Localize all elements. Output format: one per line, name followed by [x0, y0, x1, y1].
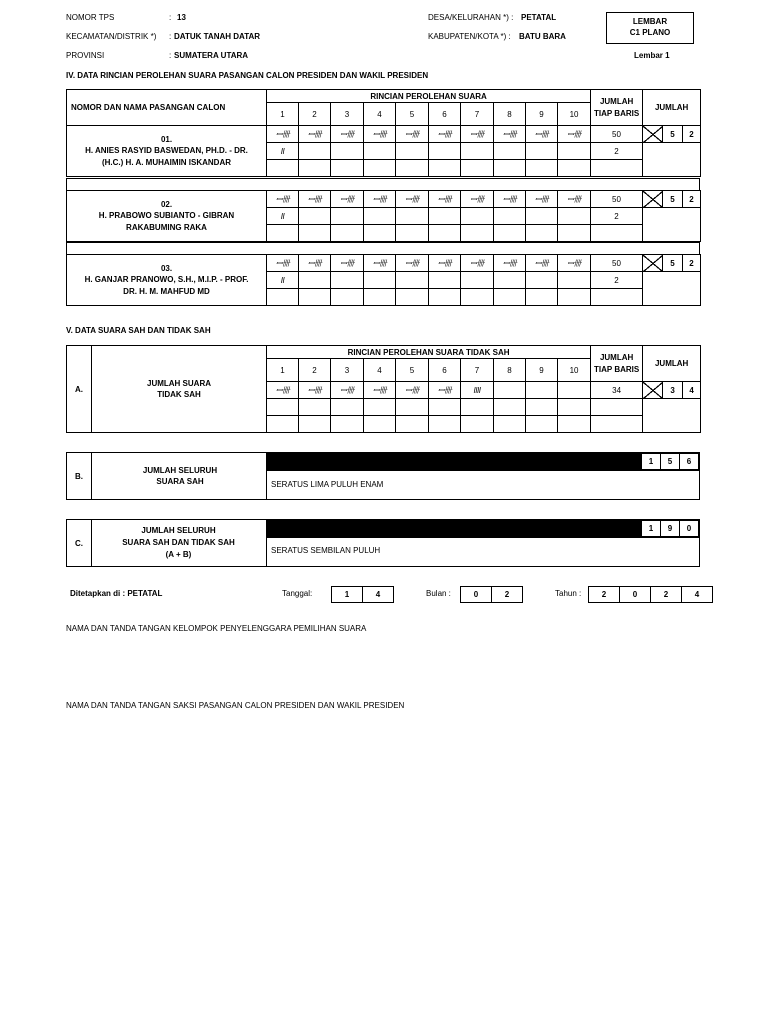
section5-title: V. DATA SUARA SAH DAN TIDAK SAH [66, 326, 211, 335]
column-number: 2 [299, 359, 331, 382]
jumlah-blank [643, 208, 701, 242]
tally-cell: ꟷ卌 [364, 126, 396, 143]
c-text-line3: (A + B) [165, 550, 192, 559]
crossed-cell [643, 191, 663, 208]
jumlah-tiap-baris-header: JUMLAH TIAP BARIS [591, 90, 643, 126]
tally-cell: ꟷ卌 [461, 126, 494, 143]
column-number: 7 [461, 103, 494, 126]
nomor-tps-value: 13 [177, 13, 186, 22]
colon: : [169, 13, 172, 22]
column-number: 3 [331, 103, 364, 126]
bulan-label: Bulan : [426, 589, 451, 598]
empty-cell [494, 399, 526, 416]
empty-cell [396, 160, 429, 177]
candidate-name [67, 191, 267, 242]
a-label: A. [67, 346, 92, 433]
tally-cell: IIII [461, 382, 494, 399]
empty-cell [364, 225, 396, 242]
tally-cell: ꟷ卌 [267, 126, 299, 143]
tally-cell [331, 272, 364, 289]
candidate-number: 01. [160, 135, 173, 145]
c-words: SERATUS SEMBILAN PULUH [271, 546, 381, 555]
column-number: 3 [331, 359, 364, 382]
jumlah-blank [643, 399, 701, 433]
desa-label: DESA/KELURAHAN *) : [428, 13, 514, 22]
digit-box: 6 [679, 453, 699, 470]
lembar-box [606, 12, 694, 44]
tally-cell [396, 143, 429, 160]
empty-cell [591, 399, 643, 416]
column-number: 6 [429, 359, 461, 382]
crossed-cell [643, 126, 663, 143]
empty-cell [494, 289, 526, 306]
column-number: 8 [494, 359, 526, 382]
tally-cell: ꟷ卌 [526, 255, 558, 272]
empty-cell [396, 225, 429, 242]
candidate-block [66, 190, 701, 242]
empty-cell [331, 160, 364, 177]
tally-cell: ꟷ卌 [331, 126, 364, 143]
jumlah-digit: 2 [683, 191, 701, 208]
empty-cell [299, 416, 331, 433]
empty-cell [396, 399, 429, 416]
candidate-number: 03. [160, 264, 173, 274]
tally-cell: ꟷ卌 [331, 191, 364, 208]
tally-cell [558, 272, 591, 289]
tally-cell: ꟷ卌 [558, 126, 591, 143]
section4-table [66, 89, 701, 126]
rincian-tidak-sah-header: RINCIAN PEROLEHAN SUARA TIDAK SAH [267, 346, 591, 359]
empty-cell [429, 399, 461, 416]
tally-cell: ꟷ卌 [364, 255, 396, 272]
desa-value: PETATAL [521, 13, 557, 22]
tally-cell [429, 143, 461, 160]
digit-box: 9 [660, 520, 680, 537]
empty-cell [526, 225, 558, 242]
sign-penyelenggara: NAMA DAN TANDA TANGAN KELOMPOK PENYELENGGARA PEMILIHAN SUARA [66, 624, 367, 633]
c-text-line2: SUARA SAH DAN TIDAK SAH [122, 538, 235, 547]
digit-box: 1 [331, 586, 363, 603]
column-number: 5 [396, 359, 429, 382]
digit-box: 0 [619, 586, 651, 603]
tally-cell: ꟷ卌 [299, 382, 331, 399]
lembar-line1: LEMBAR [632, 17, 668, 26]
tally-cell: ꟷ卌 [429, 191, 461, 208]
tally-cell: ꟷ卌 [494, 126, 526, 143]
candidate-number: 02. [160, 200, 173, 210]
tally-cell: ꟷ卌 [267, 191, 299, 208]
empty-cell [267, 225, 299, 242]
tally-cell [494, 272, 526, 289]
jumlah-digit: 3 [663, 382, 683, 399]
candidate-block [66, 125, 701, 177]
empty-cell [558, 289, 591, 306]
empty-cell [396, 416, 429, 433]
empty-cell [494, 416, 526, 433]
empty-cell [591, 289, 643, 306]
candidate-name [67, 126, 267, 177]
tally-cell: II [267, 208, 299, 225]
tally-cell: ꟷ卌 [331, 255, 364, 272]
column-number: 9 [526, 359, 558, 382]
empty-cell [299, 399, 331, 416]
empty-cell [364, 160, 396, 177]
tally-cell [461, 143, 494, 160]
ditetapkan: Ditetapkan di : PETATAL [70, 589, 163, 598]
tally-cell [494, 208, 526, 225]
empty-cell [461, 399, 494, 416]
b-label: B. [75, 472, 83, 481]
bulan-digits [460, 586, 522, 603]
tally-cell [526, 208, 558, 225]
column-number: 4 [364, 103, 396, 126]
empty-cell [299, 225, 331, 242]
tally-cell: ꟷ卌 [558, 255, 591, 272]
empty-cell [461, 160, 494, 177]
provinsi-label: PROVINSI [66, 51, 105, 60]
empty-cell [331, 289, 364, 306]
tally-cell [299, 143, 331, 160]
tally-cell [526, 143, 558, 160]
tally-cell [494, 382, 526, 399]
candidate-fullname: H. ANIES RASYID BASWEDAN, PH.D. - DR. (H.C.) H. A. MUHAIMIN ISKANDAR [85, 146, 248, 167]
tally-cell: ꟷ卌 [461, 255, 494, 272]
digit-box: 2 [588, 586, 620, 603]
empty-cell [558, 399, 591, 416]
column-number: 2 [299, 103, 331, 126]
empty-cell [494, 160, 526, 177]
empty-cell [461, 416, 494, 433]
c-blackbar [267, 520, 641, 537]
tally-cell: ꟷ卌 [364, 382, 396, 399]
jumlah-digit: 2 [683, 126, 701, 143]
tally-cell: ꟷ卌 [461, 191, 494, 208]
kabupaten-label: KABUPATEN/KOTA *) : [428, 32, 511, 41]
tally-cell [429, 208, 461, 225]
column-number: 6 [429, 103, 461, 126]
tally-cell: ꟷ卌 [494, 255, 526, 272]
kecamatan-value: DATUK TANAH DATAR [174, 32, 261, 41]
b-digits [641, 453, 698, 470]
empty-cell [267, 416, 299, 433]
empty-cell [526, 160, 558, 177]
crossed-cell [643, 382, 663, 399]
empty-cell [299, 289, 331, 306]
a-text: JUMLAH SUARA TIDAK SAH [92, 346, 267, 433]
tally-cell: ꟷ卌 [558, 191, 591, 208]
column-number: 8 [494, 103, 526, 126]
empty-cell [591, 416, 643, 433]
tally-cell [429, 272, 461, 289]
row-total: 34 [591, 382, 643, 399]
tahun-label: Tahun : [555, 589, 582, 598]
empty-cell [299, 160, 331, 177]
empty-cell [558, 225, 591, 242]
nomor-tps-label: NOMOR TPS [66, 13, 115, 22]
jumlah-header: JUMLAH [643, 90, 701, 126]
tally-cell: II [267, 272, 299, 289]
tally-cell: ꟷ卌 [396, 382, 429, 399]
c-digits [641, 520, 698, 537]
tally-cell [396, 208, 429, 225]
column-number: 1 [267, 359, 299, 382]
empty-cell [558, 416, 591, 433]
row-total: 2 [591, 143, 643, 160]
tally-cell: ꟷ卌 [429, 255, 461, 272]
empty-cell [591, 160, 643, 177]
column-number: 10 [558, 103, 591, 126]
spacer-row [66, 242, 700, 255]
b-words: SERATUS LIMA PULUH ENAM [271, 480, 384, 489]
tally-cell [299, 208, 331, 225]
column-number: 7 [461, 359, 494, 382]
empty-cell [494, 225, 526, 242]
provinsi-value: SUMATERA UTARA [174, 51, 249, 60]
tally-cell [364, 143, 396, 160]
tally-cell: ꟷ卌 [267, 382, 299, 399]
tally-cell [558, 143, 591, 160]
empty-cell [526, 399, 558, 416]
column-number: 10 [558, 359, 591, 382]
candidate-fullname: H. PRABOWO SUBIANTO - GIBRAN RAKABUMING RAKA [98, 211, 235, 232]
jumlah-blank [643, 272, 701, 306]
empty-cell [331, 225, 364, 242]
empty-cell [267, 160, 299, 177]
row-total: 50 [591, 255, 643, 272]
tally-cell [331, 208, 364, 225]
tally-cell: ꟷ卌 [267, 255, 299, 272]
tally-cell [526, 272, 558, 289]
section5-a-table [66, 345, 701, 433]
empty-cell [526, 289, 558, 306]
tally-cell [299, 272, 331, 289]
lembar-line2: C1 PLANO [629, 28, 671, 37]
kecamatan-label: KECAMATAN/DISTRIK *) [66, 32, 157, 41]
tally-cell: ꟷ卌 [299, 191, 331, 208]
b-blackbar [267, 453, 641, 470]
tally-cell: ꟷ卌 [396, 191, 429, 208]
jumlah-tiap-baris-header: JUMLAH TIAP BARIS [591, 346, 643, 382]
tally-cell: ꟷ卌 [494, 191, 526, 208]
empty-cell [461, 289, 494, 306]
digit-box: 0 [460, 586, 492, 603]
tahun-digits [588, 586, 712, 603]
tally-cell: ꟷ卌 [299, 126, 331, 143]
empty-cell [429, 160, 461, 177]
kabupaten-value: BATU BARA [519, 32, 566, 41]
tally-cell: ꟷ卌 [429, 382, 461, 399]
row-total: 50 [591, 126, 643, 143]
jumlah-digit: 5 [663, 255, 683, 272]
empty-cell [526, 416, 558, 433]
row-total: 50 [591, 191, 643, 208]
tally-cell: ꟷ卌 [526, 126, 558, 143]
row-total: 2 [591, 208, 643, 225]
row-total: 2 [591, 272, 643, 289]
empty-cell [331, 399, 364, 416]
tally-cell [364, 208, 396, 225]
tally-cell [526, 382, 558, 399]
sign-saksi: NAMA DAN TANDA TANGAN SAKSI PASANGAN CALON PRESIDEN DAN WAKIL PRESIDEN [66, 701, 405, 710]
digit-box: 4 [362, 586, 394, 603]
tally-cell [558, 208, 591, 225]
tally-cell: ꟷ卌 [396, 255, 429, 272]
column-number: 9 [526, 103, 558, 126]
empty-cell [558, 160, 591, 177]
tally-cell [364, 272, 396, 289]
tally-cell [494, 143, 526, 160]
rincian-header: RINCIAN PEROLEHAN SUARA [267, 90, 591, 103]
col-name-header: NOMOR DAN NAMA PASANGAN CALON [67, 90, 267, 126]
tally-cell [461, 272, 494, 289]
colon: : [169, 32, 172, 41]
column-number: 4 [364, 359, 396, 382]
empty-cell [267, 289, 299, 306]
tally-cell: ꟷ卌 [526, 191, 558, 208]
tally-cell: ꟷ卌 [364, 191, 396, 208]
jumlah-digit: 4 [683, 382, 701, 399]
digit-box: 5 [660, 453, 680, 470]
digit-box: 0 [679, 520, 699, 537]
jumlah-digit: 2 [683, 255, 701, 272]
candidate-fullname: H. GANJAR PRANOWO, S.H., M.I.P. - PROF. DR. H. M. MAHFUD MD [84, 275, 249, 296]
c-label: C. [75, 539, 83, 548]
digit-box: 4 [681, 586, 713, 603]
b-text: JUMLAH SELURUH SUARA SAH [142, 466, 218, 487]
section4-title: IV. DATA RINCIAN PEROLEHAN SUARA PASANGAN CALON PRESIDEN DAN WAKIL PRESIDEN [66, 71, 429, 80]
empty-cell [364, 416, 396, 433]
tally-cell: II [267, 143, 299, 160]
empty-cell [429, 416, 461, 433]
empty-cell [396, 289, 429, 306]
tally-cell [461, 208, 494, 225]
column-number: 1 [267, 103, 299, 126]
jumlah-digit: 5 [663, 126, 683, 143]
empty-cell [429, 225, 461, 242]
empty-cell [331, 416, 364, 433]
digit-box: 1 [641, 453, 661, 470]
tally-cell [558, 382, 591, 399]
tally-cell: ꟷ卌 [331, 382, 364, 399]
tally-cell [396, 272, 429, 289]
tally-cell: ꟷ卌 [429, 126, 461, 143]
digit-box: 2 [491, 586, 523, 603]
tally-cell [331, 143, 364, 160]
spacer-row [66, 178, 700, 191]
candidate-name [67, 255, 267, 306]
empty-cell [364, 399, 396, 416]
empty-cell [591, 225, 643, 242]
jumlah-header: JUMLAH [643, 346, 701, 382]
tanggal-label: Tanggal: [282, 589, 313, 598]
jumlah-digit: 5 [663, 191, 683, 208]
empty-cell [267, 399, 299, 416]
c-text-line1: JUMLAH SELURUH [141, 526, 216, 535]
tally-cell: ꟷ卌 [299, 255, 331, 272]
empty-cell [461, 225, 494, 242]
lembar-number: Lembar 1 [634, 51, 670, 60]
candidate-block [66, 254, 701, 306]
tally-cell: ꟷ卌 [396, 126, 429, 143]
digit-box: 1 [641, 520, 661, 537]
empty-cell [429, 289, 461, 306]
colon: : [169, 51, 172, 60]
jumlah-blank [643, 143, 701, 177]
crossed-cell [643, 255, 663, 272]
column-number: 5 [396, 103, 429, 126]
digit-box: 2 [650, 586, 682, 603]
empty-cell [364, 289, 396, 306]
tanggal-digits [331, 586, 393, 603]
